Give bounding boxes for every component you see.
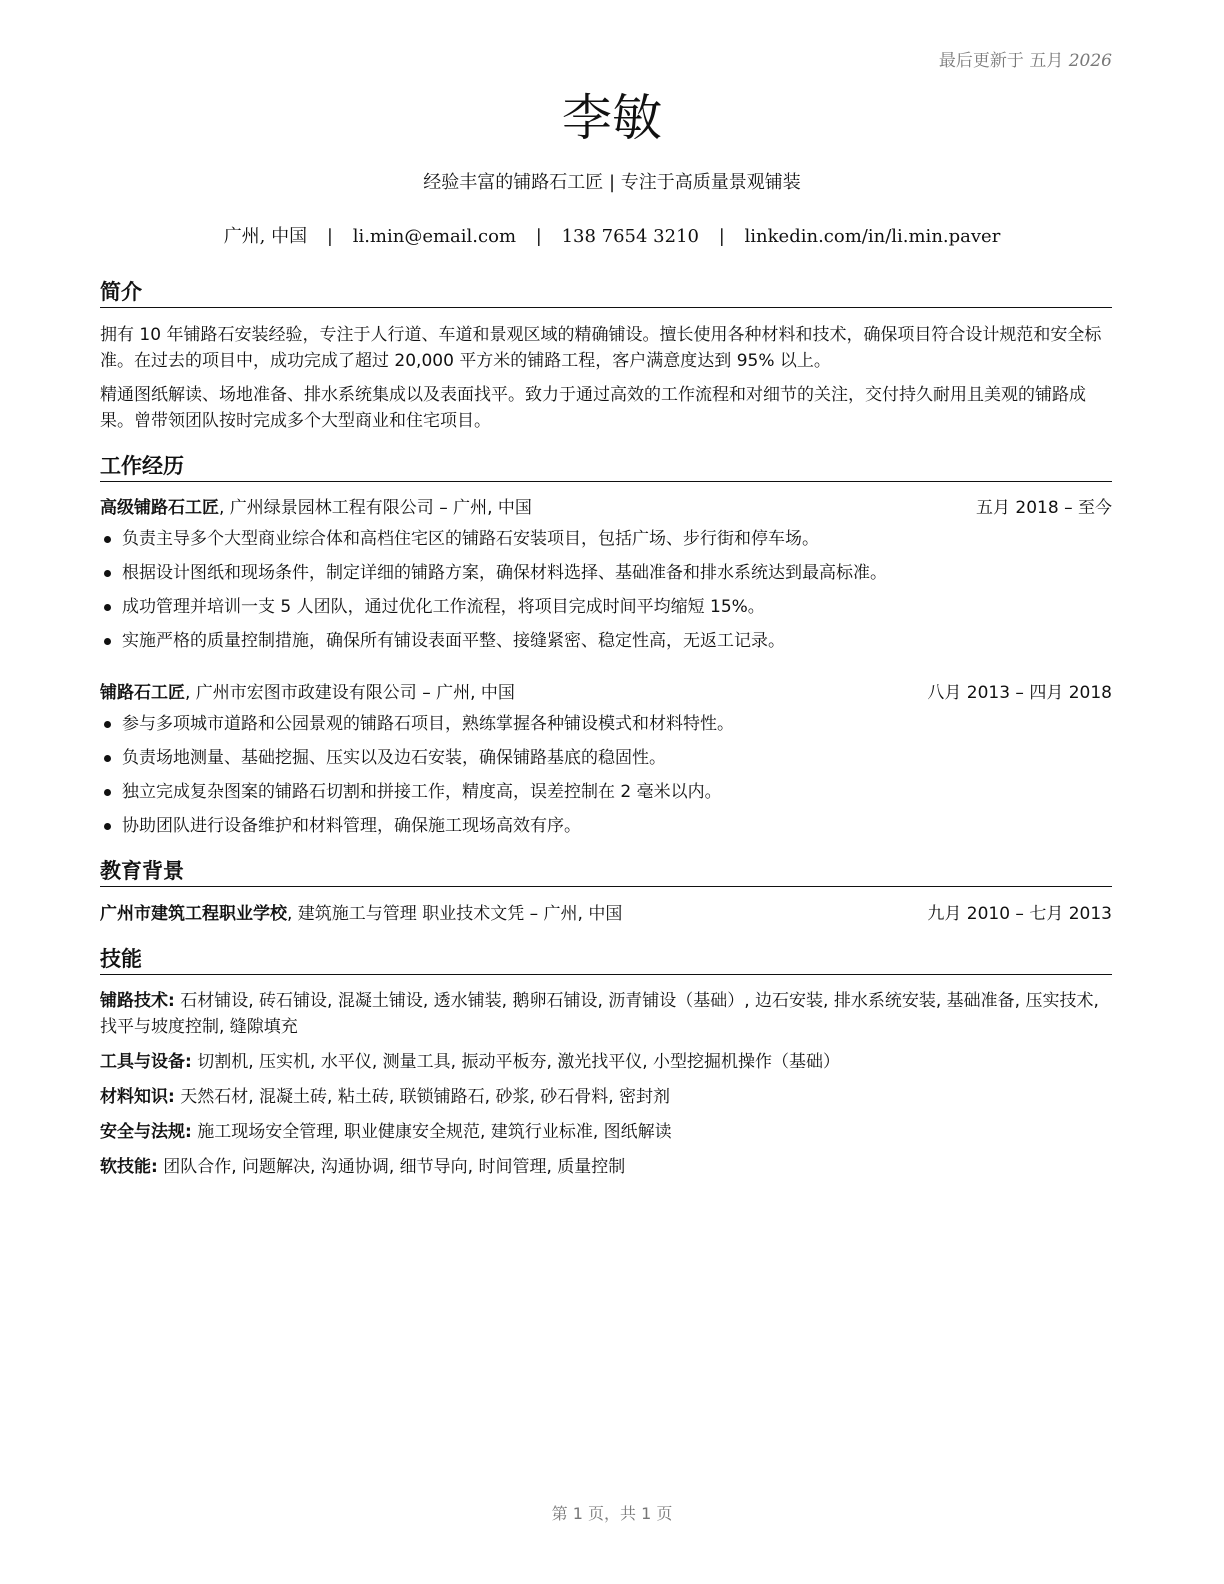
contact-location: 广州, 中国 bbox=[223, 226, 308, 247]
skill-label: 材料知识: bbox=[100, 1087, 175, 1107]
job-org: , 广州绿景园林工程有限公司 – 广州, 中国 bbox=[219, 498, 532, 518]
contact-email-link[interactable]: li.min@email.com bbox=[352, 226, 517, 247]
contact-line bbox=[0, 224, 1224, 250]
last-updated-label: 最后更新于 bbox=[938, 51, 1024, 71]
job-title-line bbox=[100, 495, 532, 521]
skill-row bbox=[100, 1119, 1112, 1145]
job-title: 铺路石工匠 bbox=[100, 683, 185, 703]
job-dates: 五月 2018 – 至今 bbox=[976, 498, 1112, 518]
job-title-line bbox=[100, 680, 515, 706]
last-updated bbox=[939, 46, 1112, 71]
skill-row bbox=[100, 1154, 1112, 1180]
skill-value: 切割机, 压实机, 水平仪, 测量工具, 振动平板夯, 激光找平仪, 小型挖掘机操作（基础） bbox=[191, 1052, 841, 1072]
section-title-summary: 简介 bbox=[100, 278, 1112, 308]
contact-linkedin-link[interactable]: linkedin.com/in/li.min.paver bbox=[744, 226, 1001, 247]
job-org: , 广州市宏图市政建设有限公司 – 广州, 中国 bbox=[185, 683, 515, 703]
job-title: 高级铺路石工匠 bbox=[100, 498, 219, 518]
contact-separator: | bbox=[535, 226, 542, 247]
summary-paragraph: 拥有 10 年铺路石安装经验，专注于人行道、车道和景观区域的精确铺设。擅长使用各种材料和技术，确保项目符合设计规范和安全标准。在过去的项目中，成功完成了超过 20,000 平方米的铺路工程，客户满意度达到 95% 以上。 bbox=[100, 325, 1102, 371]
skill-row bbox=[100, 988, 1112, 1040]
contact-phone: 138 7654 3210 bbox=[561, 226, 699, 247]
list-item: 实施严格的质量控制措施，确保所有铺设表面平整、接缝紧密、稳定性高，无返工记录。 bbox=[100, 628, 1112, 662]
list-item: 负责场地测量、基础挖掘、压实以及边石安装，确保铺路基底的稳固性。 bbox=[100, 745, 1112, 779]
job-bullets bbox=[100, 526, 1112, 662]
education-dates: 九月 2010 – 七月 2013 bbox=[927, 904, 1112, 924]
list-item: 参与多项城市道路和公园景观的铺路石项目，熟练掌握各种铺设模式和材料特性。 bbox=[100, 711, 1112, 745]
job-header bbox=[100, 495, 1112, 521]
section-title-skills: 技能 bbox=[100, 945, 1112, 975]
skill-value: 施工现场安全管理, 职业健康安全规范, 建筑行业标准, 图纸解读 bbox=[191, 1122, 672, 1142]
skill-row bbox=[100, 1049, 1112, 1075]
job-dates: 八月 2013 – 四月 2018 bbox=[927, 683, 1112, 703]
education-line bbox=[100, 901, 622, 927]
skill-value: 天然石材, 混凝土砖, 粘土砖, 联锁铺路石, 砂浆, 砂石骨料, 密封剂 bbox=[174, 1087, 671, 1107]
list-item: 根据设计图纸和现场条件，制定详细的铺路方案，确保材料选择、基础准备和排水系统达到最高标准。 bbox=[100, 560, 1112, 594]
list-item: 独立完成复杂图案的铺路石切割和拼接工作，精度高，误差控制在 2 毫米以内。 bbox=[100, 779, 1112, 813]
last-updated-month: 五月 bbox=[1029, 51, 1064, 71]
summary-paragraph: 精通图纸解读、场地准备、排水系统集成以及表面找平。致力于通过高效的工作流程和对细节的关注，交付持久耐用且美观的铺路成果。曾带领团队按时完成多个大型商业和住宅项目。 bbox=[100, 385, 1086, 431]
candidate-name: 李敏 bbox=[562, 89, 662, 147]
school-name: 广州市建筑工程职业学校 bbox=[100, 904, 287, 924]
skill-value: 石材铺设, 砖石铺设, 混凝土铺设, 透水铺装, 鹅卵石铺设, 沥青铺设（基础）, 边石安装, 排水系统安装, 基础准备, 压实技术, 找平与坡度控制, 缝隙填充 bbox=[100, 991, 1099, 1037]
education-entry bbox=[100, 901, 1112, 927]
list-item: 负责主导多个大型商业综合体和高档住宅区的铺路石安装项目，包括广场、步行街和停车场。 bbox=[100, 526, 1112, 560]
skill-value: 团队合作, 问题解决, 沟通协调, 细节导向, 时间管理, 质量控制 bbox=[157, 1157, 626, 1177]
section-title-education: 教育背景 bbox=[100, 857, 1112, 887]
skill-label: 铺路技术: bbox=[100, 991, 175, 1011]
page-number: 第 1 页，共 1 页 bbox=[551, 1504, 673, 1523]
skill-row bbox=[100, 1084, 1112, 1110]
list-item: 协助团队进行设备维护和材料管理，确保施工现场高效有序。 bbox=[100, 813, 1112, 847]
skill-label: 工具与设备: bbox=[100, 1052, 192, 1072]
contact-separator: | bbox=[326, 226, 333, 247]
last-updated-year: 2026 bbox=[1068, 51, 1112, 71]
job-header bbox=[100, 680, 1112, 706]
job-bullets bbox=[100, 711, 1112, 847]
education-detail: , 建筑施工与管理 职业技术文凭 – 广州, 中国 bbox=[287, 904, 623, 924]
skill-label: 软技能: bbox=[100, 1157, 158, 1177]
skill-label: 安全与法规: bbox=[100, 1122, 192, 1142]
tagline: 经验丰富的铺路石工匠 | 专注于高质量景观铺装 bbox=[423, 172, 801, 193]
list-item: 成功管理并培训一支 5 人团队，通过优化工作流程，将项目完成时间平均缩短 15%。 bbox=[100, 594, 1112, 628]
contact-separator: | bbox=[718, 226, 725, 247]
section-title-experience: 工作经历 bbox=[100, 452, 1112, 482]
